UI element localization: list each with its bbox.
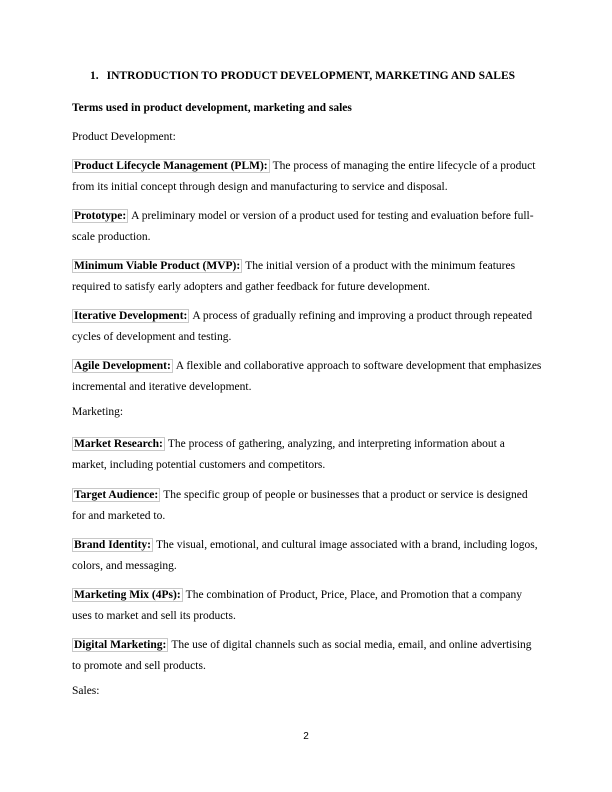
page-number: 2: [303, 731, 309, 742]
definition-entry: [72, 256, 542, 298]
definition: The specific group of people or businesses that a product or service is designed for and marketed to.: [72, 489, 528, 522]
section-number: 1.: [90, 70, 99, 82]
marketing-label: Marketing:: [72, 406, 124, 418]
definition: The initial version of a product with the minimum features required to satisfy early adopters and gather feedback for future development.: [72, 260, 516, 293]
term: Digital Marketing:: [74, 639, 167, 651]
term: Prototype:: [74, 210, 127, 222]
definition-entry: [72, 585, 542, 627]
definition-entry: [72, 635, 542, 677]
definition: The combination of Product, Price, Place, and Promotion that a company uses to market and sell its products.: [72, 589, 522, 622]
definition: The visual, emotional, and cultural image associated with a brand, including logos, colors, and messaging.: [72, 539, 538, 572]
definition: A flexible and collaborative approach to software development that emphasizes incremental and iterative development.: [72, 360, 542, 393]
section-heading: [90, 70, 515, 82]
definition: A process of gradually refining and improving a product through repeated cycles of development and testing.: [72, 310, 533, 343]
definition-entry: [72, 535, 542, 577]
product-development-label: Product Development:: [72, 131, 176, 143]
definition-entry: [72, 156, 542, 198]
definition-entry: [72, 485, 542, 527]
sales-label: Sales:: [72, 685, 100, 697]
term: Product Lifecycle Management (PLM):: [74, 160, 268, 172]
definition-entry: [72, 306, 542, 348]
definition-entry: [72, 356, 542, 398]
definition-entry: [72, 206, 542, 248]
definition-entry: [72, 434, 542, 476]
term: Market Research:: [74, 438, 163, 450]
term: Target Audience:: [74, 489, 159, 501]
definition: The use of digital channels such as social media, email, and online advertising to promote and sell products.: [72, 639, 532, 672]
section-title: INTRODUCTION TO PRODUCT DEVELOPMENT, MARKETING AND SALES: [106, 70, 516, 82]
term: Marketing Mix (4Ps):: [74, 589, 181, 601]
definition: The process of gathering, analyzing, and interpreting information about a market, including potential customers and competitors.: [72, 438, 505, 471]
definition: A preliminary model or version of a product used for testing and evaluation before full-scale production.: [72, 210, 534, 243]
term: Minimum Viable Product (MVP):: [74, 260, 241, 272]
subheading: Terms used in product development, marketing and sales: [72, 102, 352, 114]
term: Iterative Development:: [74, 310, 188, 322]
definition: The process of managing the entire lifecycle of a product from its initial concept through design and manufacturing to service and disposal.: [72, 160, 536, 193]
term: Agile Development:: [74, 360, 171, 372]
term: Brand Identity:: [74, 539, 151, 551]
